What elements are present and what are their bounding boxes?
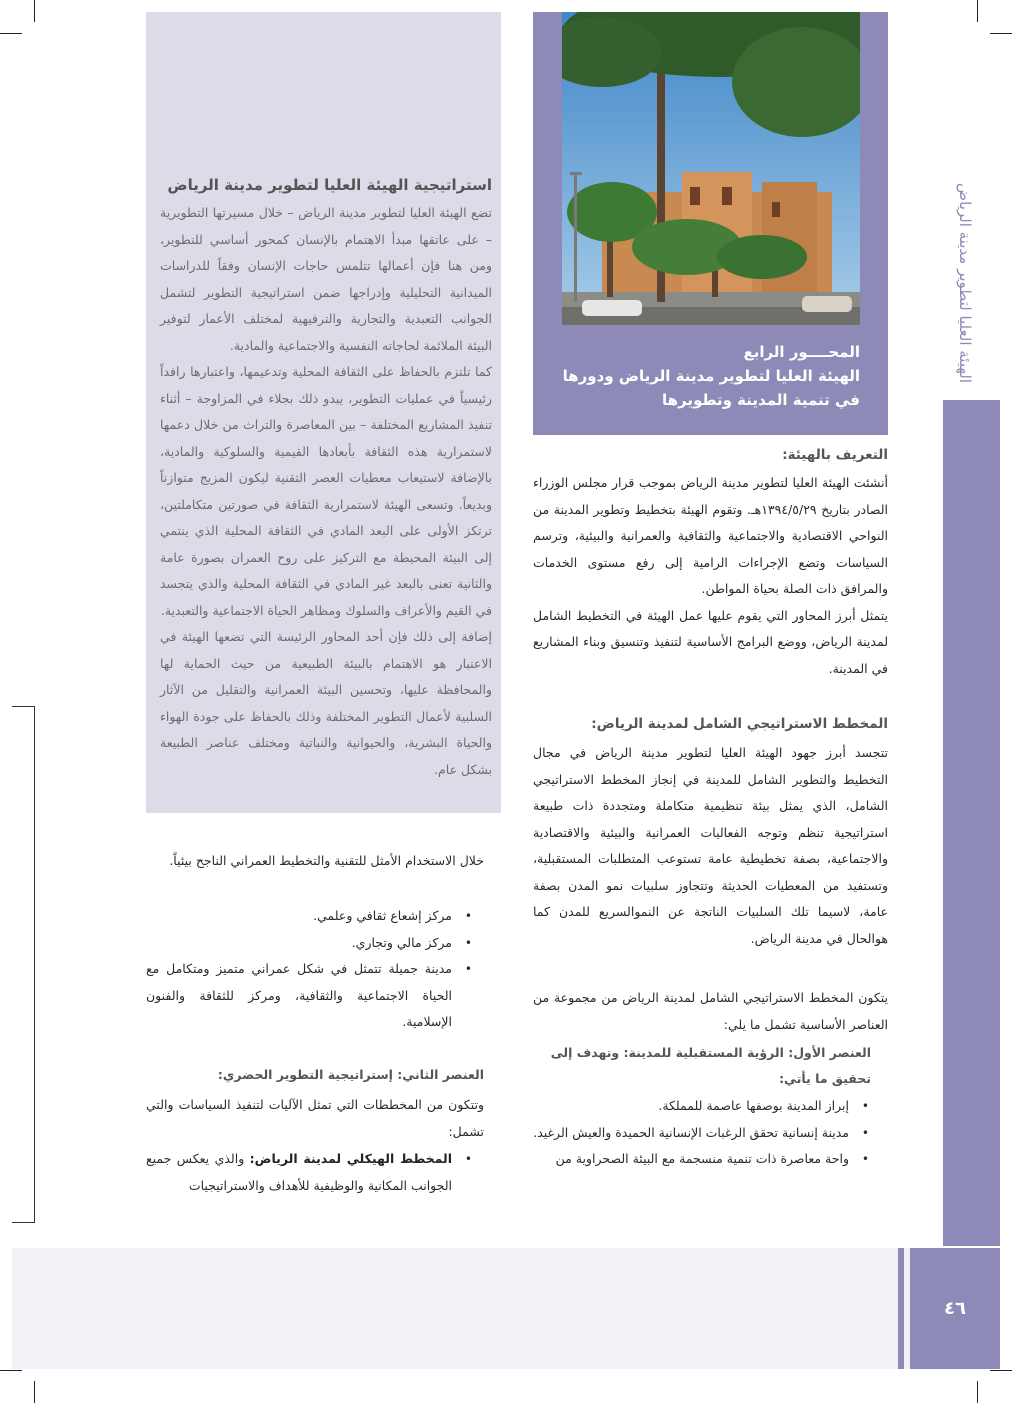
definition-text [533,470,888,682]
second-element-list [146,1146,474,1199]
crop-mark [34,0,35,22]
paragraph: يتكون المخطط الاستراتيجي الشامل لمدينة الرياض من مجموعة من العناصر الأساسية تشمل ما يلي: [533,990,888,1032]
list-item: • مركز مالي وتجاري. [146,930,452,957]
components-text [533,985,888,1038]
paragraph: وتتكون من المخططات التي تمثل الآليات لتنفيذ السياسات والتي تشمل: [146,1097,484,1139]
bullet-icon: • [464,935,472,950]
chapter-label: المحــــور الرابع [743,343,860,361]
paragraph: خلال الاستخدام الأمثل للتقنية والتخطيط العمراني الناجح بيئياً. [169,853,484,868]
strategy-heading: استراتيجية الهيئة العليا لتطوير مدينة الرياض [167,176,492,194]
crop-mark [990,33,1012,34]
margin-bracket [12,706,35,1223]
plan-heading: المخطط الاستراتيجي الشامل لمدينة الرياض: [591,716,888,732]
hero-caption [548,340,860,412]
list-item: • مدينة إنسانية تحقق الرغبات الإنسانية الحميدة والعيش الرغيد. [533,1120,849,1147]
chapter-title-line: في تنمية المدينة وتطويرها [661,391,860,409]
paragraph: تضع الهيئة العليا لتطوير مدينة الرياض – خلال مسيرتها التطويرية – على عاتقها مبدأ الاهتمام بالإنسان كمحور أساسي للتطوير، ومن هنا فإن أعمالها تتلمس حاجات الإنسان وفقاً للدراسات الميدانية التحليلية وإدراجها ضمن استراتيجية التطوير لتشمل الجوانب التعبدية والتجارية والترفيهية لمختلف الأعمار لتوفير البيئة الملائمة لحاجاته النفسية والاجتماعية والمادية. [160,205,492,353]
crop-mark [0,33,22,34]
paragraph: أنشئت الهيئة العليا لتطوير مدينة الرياض بموجب قرار مجلس الوزراء الصادر بتاريخ ١٣٩٤/٥/٢٩هـ. وتقوم الهيئة بتخطيط وتطوير المدينة من النواحي الاقتصادية والاجتماعية والثقافية والعمرانية والبيئية، وترسم السياسات وتضع الإجراءات الرامية إلى رفع مستوى الخدمات والمرافق ذات الصلة بحياة المواطن. [533,475,888,596]
strategy-text [160,200,492,783]
crop-mark [990,1370,1012,1371]
footer-stripe [898,1248,904,1369]
chapter-title-line: الهيئة العليا لتطوير مدينة الرياض ودورها [562,367,860,385]
list-item: • مدينة جميلة تتمثل في شكل عمراني متميز ومتكامل مع الحياة الاجتماعية والثقافية، ومركز للثقافة والفنون الإسلامية. [146,956,452,1036]
continuation-text [146,848,484,875]
list-item: • واحة معاصرة ذات تنمية منسجمة مع البيئة الصحراوية من [533,1146,849,1173]
bullet-icon: • [464,962,472,976]
hero-photo [562,12,860,325]
list-item: • مركز إشعاع ثقافي وعلمي. [146,903,452,930]
paragraph: تتجسد أبرز جهود الهيئة العليا لتطوير مدينة الرياض في مجال التخطيط والتطوير الشامل للمدينة في إنجاز المخطط الاستراتيجي الشامل، الذي يمثل بيئة تنظيمية متكاملة ومتجددة ذات طبيعة استراتيجية تنظم وتوجه الفعاليات العمرانية والبيئية والاقتصادية والاجتماعية، بصفة تخطيطية عامة تستوعب المتطلبات المستقبلية، وتستفيد من المعطيات الحديثة وتتجاوز سلبيات نمو المدن بصفة عامة، لاسيما تلك السلبيات الناتجة عن النموالسريع للمدن كما هوالحال في مدينة الرياض. [533,745,888,946]
paragraph: كما تلتزم بالحفاظ على الثقافة المحلية وتدعيمها، واعتبارها رافداً رئيسياً في عمليات التطوير، يبدو ذلك بجلاء في المزاوجة – أثناء تنفيذ المشاريع المختلفة – بين المعاصرة والتراث من خلال دعمها لاستمرارية هذه الثقافة بأبعادها القيمية والسلوكية والمادية، بالإضافة لاستيعاب معطيات العصر التقنية ليكون المزيج متوازناً وبديعاً. وتسعى الهيئة لاستمرارية الثقافة في صورتين متكاملتين، ترتكز الأولى على البعد المادي في الثقافة المحلية الذي ينتمي إلى البيئة المحيطة مع التركيز على روح العمران بصورة عامة والثانية تعنى بالبعد غير المادي في الثقافة المحلية والذي يتجسد في القيم والأعراف والسلوك ومظاهر الحياة الاجتماعية والتعبدية. [160,364,492,618]
crop-mark [977,0,978,22]
first-element-list [533,1093,871,1173]
bullet-icon: • [464,1152,472,1166]
definition-heading: التعريف بالهيئة: [782,447,888,463]
paragraph: إضافة إلى ذلك فإن أحد المحاور الرئيسة التي تضعها الهيئة في الاعتبار هو الاهتمام بالبيئة الطبيعية من حيث الحماية لها والمحافظة عليها، وتحسين البيئة العمرانية والتقليل من الآثار السلبية لأعمال التطوير المختلفة وذلك بالحفاظ على جودة الهواء والحياة البشرية، والحيوانية والنباتية ومختلف عناصر الطبيعة بشكل عام. [160,629,492,777]
paragraph: يتمثل أبرز المحاور التي يقوم عليها عمل الهيئة في التخطيط الشامل لمدينة الرياض، ووضع البرامج الأساسية لتنفيذ وتنسيق وبناء المشاريع في المدينة. [533,607,888,676]
bullet-icon: • [464,909,472,923]
list-item: • إبراز المدينة بوصفها عاصمة للمملكة. [533,1093,849,1120]
continuation-list [146,903,474,1036]
bullet-icon: • [861,1099,869,1113]
sidebar-band [943,400,1000,1246]
page-number: ٤٦ [910,1248,1000,1369]
plan-text [533,740,888,952]
crop-mark [34,1381,35,1403]
bullet-icon: • [861,1152,869,1166]
footer-band [12,1248,1000,1369]
palm-fort-image [562,12,860,325]
bullet-icon: • [861,1125,869,1140]
list-item: • المخطط الهيكلي لمدينة الرياض: والذي يعكس جميع الجوانب المكانية والوظيفية للأهداف والاستراتيجيات [146,1146,452,1199]
crop-mark [977,1381,978,1403]
second-element-text [146,1092,484,1145]
sidebar-title: الهيئة العليا لتطوير مدينة الرياض [956,182,974,383]
first-element-heading: العنصر الأول: الرؤية المستقبلية للمدينة: وتهدف إلى تحقيق ما يأتي: [550,1045,871,1086]
crop-mark [0,1370,22,1371]
second-element-heading: العنصر الثاني: إستراتيجية التطوير الحضري: [217,1067,484,1082]
